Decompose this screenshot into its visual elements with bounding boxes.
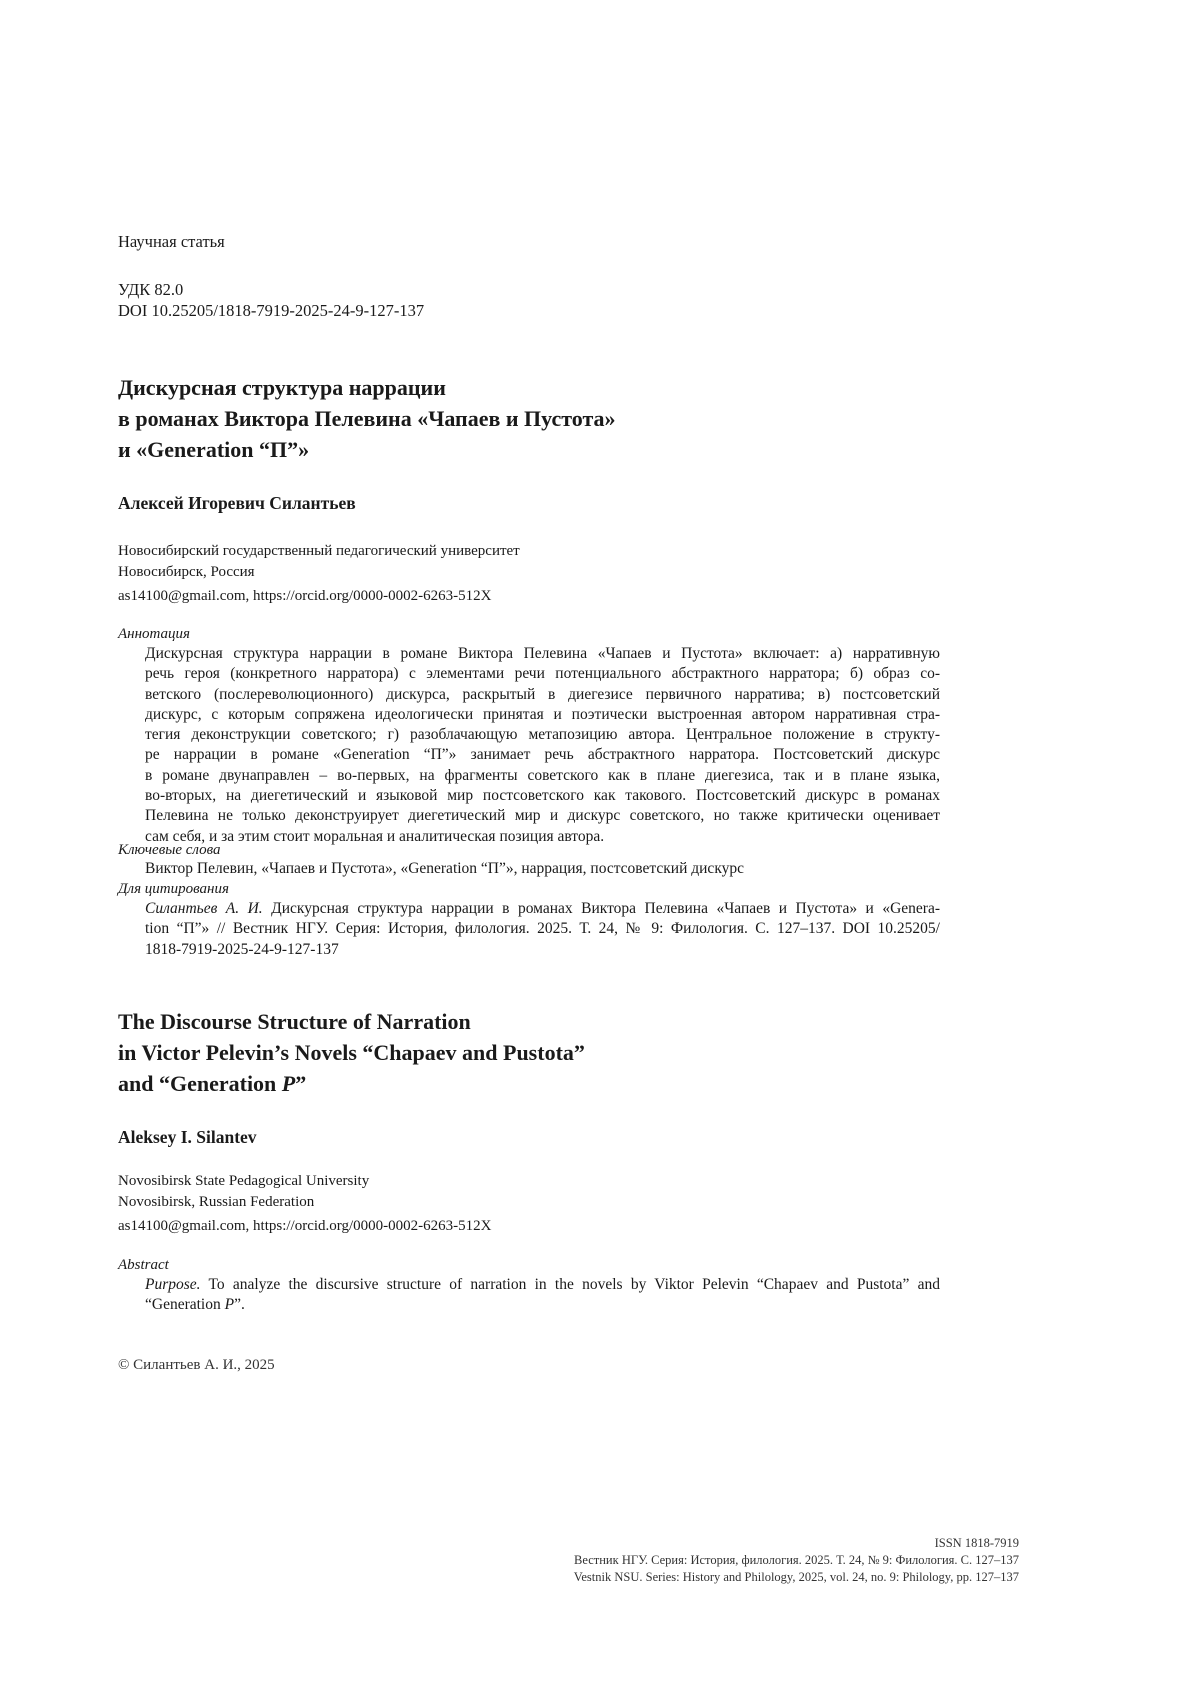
citation-label: Для цитирования	[118, 881, 229, 897]
en-contacts: as14100@gmail.com, https://orcid.org/0000-0002-6263-512X	[118, 1218, 492, 1234]
annotation-line: ветского (послереволюционного) дискурса, раскрытый в диегезисе первичного нарратива; в) постсоветский	[145, 685, 940, 703]
en-affiliation-block	[118, 1171, 492, 1237]
udk: УДК 82.0	[118, 280, 184, 299]
citation-line: Дискурсная структура наррации в романах Виктора Пелевина «Чапаев и Пустота» и «Genera-	[262, 900, 940, 917]
ru-affiliation-block	[118, 541, 520, 607]
en-title	[118, 1006, 585, 1099]
purpose-line: “Generation	[145, 1296, 225, 1314]
annotation-line: в романе двунаправлен – во-первых, на фрагменты советского как в плане диегезиса, так и в плане языка,	[145, 766, 940, 784]
citation-line: tion “П”» // Вестник НГУ. Серия: История, филология. 2025. Т. 24, № 9: Филология. С. 127–137. DOI 10.25205/	[145, 920, 940, 938]
en-affiliation: Novosibirsk State Pedagogical University	[118, 1173, 370, 1189]
ru-title-line: Дискурсная структура наррации	[118, 375, 446, 400]
annotation-text	[118, 644, 940, 847]
en-title-end: ”	[295, 1071, 307, 1096]
ru-contacts: as14100@gmail.com, https://orcid.org/0000-0002-6263-512X	[118, 588, 492, 604]
footer-ru: Вестник НГУ. Серия: История, филология. 2025. Т. 24, № 9: Филология. С. 127–137	[574, 1553, 1019, 1567]
en-title-line: The Discourse Structure of Narration	[118, 1009, 471, 1034]
en-title-italic: P	[281, 1071, 296, 1096]
doi: DOI 10.25205/1818-7919-2025-24-9-127-137	[118, 301, 425, 320]
citation-line: 1818-7919-2025-24-9-127-137	[145, 940, 339, 958]
annotation-line: тегия деконструкции советского; г) разоблачающую метапозицию автора. Центральное положение в структу-	[145, 726, 940, 744]
ru-affiliation: Новосибирский государственный педагогический университет	[118, 543, 520, 559]
purpose-end: ”.	[234, 1296, 245, 1314]
copyright: © Силантьев А. И., 2025	[118, 1357, 275, 1373]
footer	[574, 1535, 1019, 1586]
keywords: Виктор Пелевин, «Чапаев и Пустота», «Generation “П”», наррация, постсоветский дискурс	[145, 860, 745, 877]
en-author: Aleksey I. Silantev	[118, 1127, 257, 1147]
ru-title	[118, 372, 616, 465]
en-title-text: and “Generation	[118, 1071, 282, 1096]
annotation-label: Аннотация	[118, 626, 191, 642]
annotation-line: дискурс, с которым сопряжена идеологически принятая и поэтически выстроенная автором нарративная стра-	[145, 705, 940, 723]
annotation-line: во-вторых, на диегетический и языковой мир постсоветского как такового. Постсоветский дискурс в романах	[145, 787, 940, 805]
citation-text	[118, 899, 940, 960]
abstract-label: Abstract	[118, 1257, 169, 1273]
purpose-line: To analyze the discursive structure of narration in the novels by Viktor Pelevin “Chapaev and Pustota” and	[200, 1276, 940, 1293]
citation-author: Силантьев А. И.	[145, 900, 263, 917]
annotation-line: Пелевина не только деконструирует диегетический мир и дискурс советского, но также критически оценивает	[145, 807, 940, 825]
ru-title-line: в романах Виктора Пелевина «Чапаев и Пустота»	[118, 406, 616, 431]
purpose-italic: P	[224, 1296, 235, 1314]
footer-issn: ISSN 1818-7919	[934, 1536, 1019, 1550]
annotation-line: сам себя, и за этим стоит моральная и аналитическая позиция автора.	[145, 827, 605, 845]
abstract-purpose	[118, 1275, 940, 1316]
ru-title-line: и «Generation “П”»	[118, 437, 310, 462]
article-type: Научная статья	[118, 232, 225, 251]
ru-city: Новосибирск, Россия	[118, 564, 255, 580]
en-title-line	[118, 1068, 585, 1099]
keywords-label: Ключевые слова	[118, 842, 221, 858]
en-city: Novosibirsk, Russian Federation	[118, 1194, 315, 1210]
annotation-line: ре наррации в романе «Generation “П”» занимает речь абстрактного нарратора. Постсоветский дискурс	[145, 746, 940, 764]
footer-en: Vestnik NSU. Series: History and Philology, 2025, vol. 24, no. 9: Philology, pp. 127–137	[573, 1570, 1019, 1584]
annotation-line: речь героя (конкретного нарратора) с элементами речи потенциального абстрактного нарратора; б) образ со-	[145, 665, 940, 683]
purpose-label: Purpose.	[145, 1276, 201, 1293]
ru-author: Алексей Игоревич Силантьев	[118, 493, 356, 513]
annotation-line: Дискурсная структура наррации в романе Виктора Пелевина «Чапаев и Пустота» включает: а) нарративную	[145, 645, 940, 662]
en-title-line: in Victor Pelevin’s Novels “Chapaev and Pustota”	[118, 1040, 585, 1065]
